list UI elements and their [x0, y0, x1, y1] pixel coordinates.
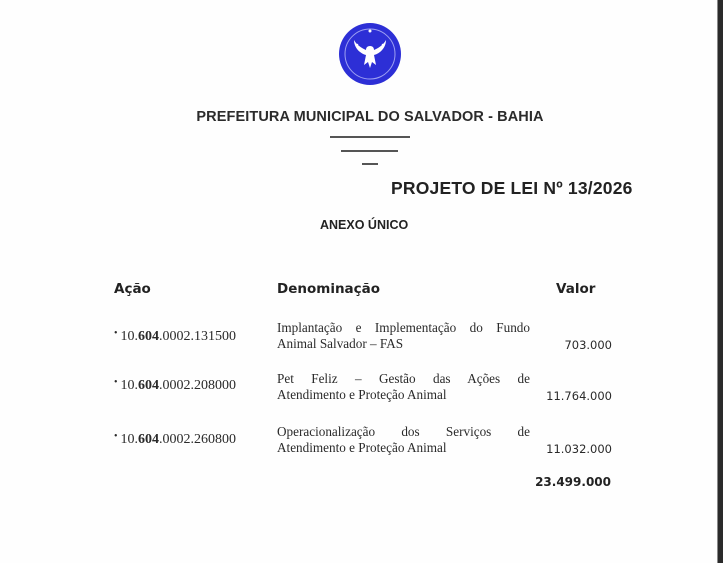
action-description: Implantação e Implementação do Fundo Animal Salvador – FAS — [277, 320, 530, 351]
bill-title: PROJETO DE LEI Nº 13/2026 — [391, 178, 633, 198]
annex-title: ANEXO ÚNICO — [320, 218, 409, 232]
column-header-denominacao: Denominação — [277, 281, 381, 297]
action-value: 11.032.000 — [546, 442, 612, 456]
column-header-valor: Valor — [556, 281, 596, 297]
action-value: 11.764.000 — [546, 389, 612, 403]
action-description: Pet Feliz – Gestão das Ações de Atendimento e Proteção Animal — [277, 371, 530, 402]
decorative-rule-1 — [330, 136, 410, 138]
action-code: • 10.604.0002.208000 — [114, 377, 237, 393]
window-edge — [718, 0, 723, 563]
decorative-rule-2 — [341, 150, 398, 152]
decorative-rule-3 — [362, 163, 378, 165]
column-header-acao: Ação — [114, 281, 151, 297]
action-code: • 10.604.0002.131500 — [114, 328, 237, 344]
total-value: 23.499.000 — [535, 475, 611, 489]
bullet-icon: • — [114, 377, 118, 388]
bullet-icon: • — [114, 431, 118, 442]
bullet-icon: • — [114, 328, 118, 339]
action-value: 703.000 — [564, 338, 612, 352]
action-code: • 10.604.0002.260800 — [114, 431, 237, 447]
action-description: Operacionalização dos Serviços de Atendimento e Proteção Animal — [277, 424, 530, 455]
salvador-coat-of-arms-icon — [338, 22, 402, 86]
institution-name: PREFEITURA MUNICIPAL DO SALVADOR - BAHIA — [196, 109, 544, 125]
